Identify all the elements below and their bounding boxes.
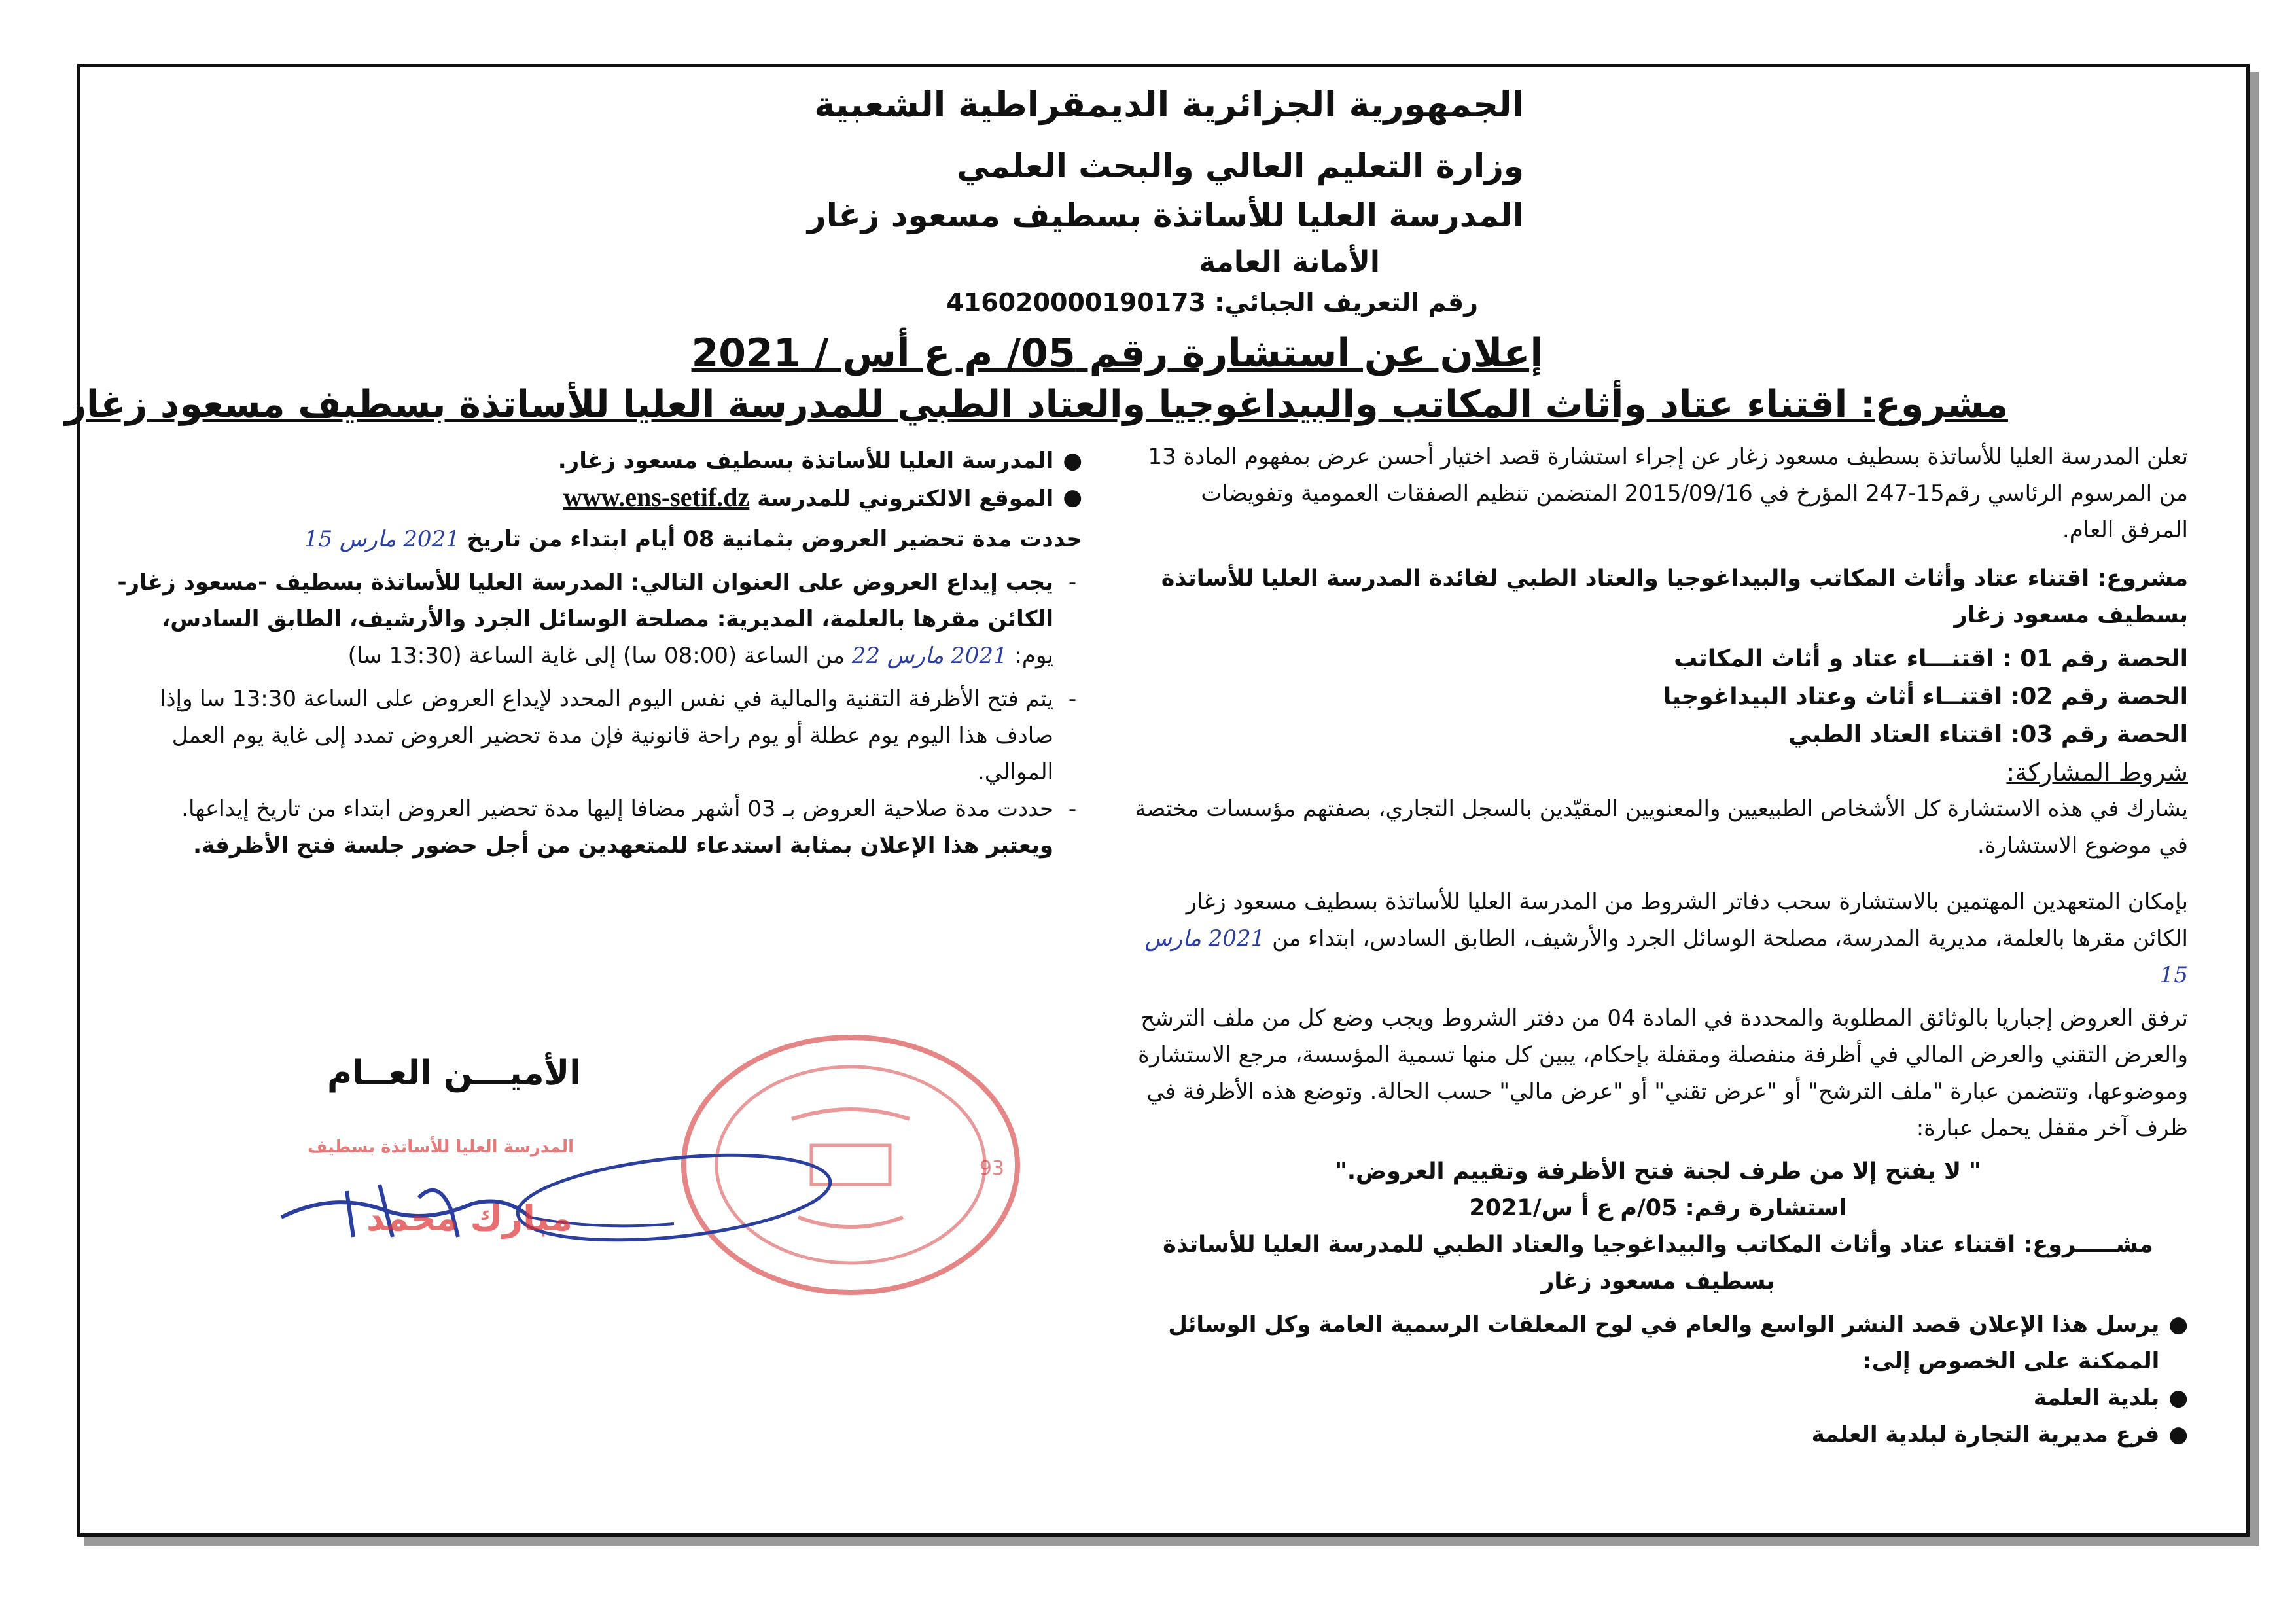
project-paragraph: مشروع: اقتناء عتاد وأثاث المكاتب والبيداغوجيا والعتاد الطبي لفائدة المدرسة العليا للأساتذة بسطيف مسعود زغار [1161,565,2188,628]
header-ministry: وزارة التعليم العالي والبحث العلمي [957,147,1524,185]
right-column [1128,438,2188,1453]
bullet-dot: ● [2168,1421,2188,1448]
website-label: الموقع الالكتروني للمدرسة [757,486,1054,512]
documents-paragraph: ترفق العروض إجباريا بالوثائق المطلوبة والمحددة في المادة 04 من دفتر الشروط ويجب وضع كل من ملف الترشح والعرض التقني والعرض المالي في أظرفة منفصلة ومقفلة بإحكام، يبين كل منها تسمية المؤسسة، مرجع الاستشارة وموضوعها، وتتضمن عبارة "ملف الترشح" أو "عرض تقني" أو "عرض مالي" حسب الحالة. وتوضع هذه الأظرفة في ظرف آخر مقفل يحمل عبارة: [1138,1005,2188,1141]
website-link[interactable]: www.ens-setif.dz [563,482,750,512]
envelope-quote: " لا يفتح إلا من طرف لجنة فتح الأظرفة وتقييم العروض." [1335,1158,1981,1185]
location-text: المدرسة العليا للأساتذة بسطيف مسعود زغار. [557,448,1054,474]
header-school: المدرسة العليا للأساتذة بسطيف مسعود زغار [807,196,1524,234]
validity-text: حددت مدة صلاحية العروض بـ 03 أشهر مضافا إليها مدة تحضير العروض ابتداء من تاريخ إيداعها. [181,796,1053,822]
publish-item [1128,1416,2188,1453]
summons-paragraph: ويعتبر هذا الإعلان بمثابة استدعاء للمتعهدين من أجل حضور جلسة فتح الأظرفة. [193,832,1053,859]
withdraw-paragraph [1128,883,2188,993]
withdraw-text: بإمكان المتعهدين المهتمين بالاستشارة سحب دفاتر الشروط من المدرسة العليا للأساتذة بسطيف مسعود زغار الكائن مقرها بالعلمة، مديرية المدرسة، مصلحة الوسائل الجرد والأرشيف، الطابق السادس، ابتداء من [1186,889,2188,952]
location-bullet [101,442,1082,479]
publish-item [1128,1380,2188,1416]
lot-2: الحصة رقم 02: اقتنــاء أثاث وعتاد البيداغوجيا [1663,683,2188,710]
duration-paragraph [101,521,1082,558]
opening-text: يتم فتح الأظرفة التقنية والمالية في نفس اليوم المحدد لإيداع العروض على الساعة 13:30 سا وإذا صادف هذا اليوم يوم عطلة أو يوم راحة قانونية فإن مدة تحضير العروض تمدد إلى غاية يوم العمل الموالي. [160,686,1053,785]
stamp-name: مبارك محمد [366,1198,573,1239]
day-date-handwritten: 2021 مارس 22 [851,643,1008,669]
frame-shadow-right [2250,72,2259,1546]
envelope-reference: استشارة رقم: 05/م ع أ س/2021 [1469,1195,1847,1221]
frame-shadow-bottom [84,1537,2256,1546]
dash-marker: - [1068,569,1077,596]
bullet-dot: ● [1063,448,1082,474]
duration-text: حددت مدة تحضير العروض بثمانية 08 أيام ابتداء من تاريخ [467,526,1082,552]
deposit-item [101,564,1082,637]
opening-item [101,681,1082,791]
day-hours: من الساعة (08:00 سا) إلى غاية الساعة (13:30 سا) [347,643,845,669]
duration-date-handwritten: 2021 مارس 15 [304,526,460,552]
lot-1: الحصة رقم 01 : اقتنـــاء عتاد و أثاث المكاتب [1674,645,2188,672]
header-tax-id: رقم التعريف الجبائي: 416020000190173 [946,288,1478,317]
deposit-text: يجب إيداع العروض على العنوان التالي: المدرسة العليا للأساتذة بسطيف -مسعود زغار- الكائن مقرها بالعلمة، المديرية: مصلحة الوسائل الجرد والأرشيف، الطابق السادس، [117,569,1053,632]
lot-3: الحصة رقم 03: اقتناء العتاد الطبي [1788,721,2188,748]
project-title: مشروع: اقتناء عتاد وأثاث المكاتب والبيداغوجيا والعتاد الطبي للمدرسة العليا للأساتذة بسطيف مسعود زغار [65,383,2008,426]
conditions-paragraph: يشارك في هذه الاستشارة كل الأشخاص الطبيعيين والمعنويين المقيّدين بالسجل التجاري، بصفتهم مؤسسات مختصة في موضوع الاستشارة. [1135,796,2188,859]
conditions-title: شروط المشاركة: [2006,758,2188,787]
publish-municipality: بلدية العلمة [2033,1385,2160,1411]
header-secretariat: الأمانة العامة [1198,245,1380,279]
dash-marker: - [1068,686,1077,712]
announcement-title: إعلان عن استشارة رقم 05/ م ع أس / 2021 [691,330,1544,376]
deposit-day [101,637,1053,674]
website-bullet [101,479,1082,517]
left-column [101,442,1082,870]
stamp-text-line: المدرسة العليا للأساتذة بسطيف [308,1137,574,1157]
bullet-dot: ● [2168,1311,2188,1338]
secretary-general-title: الأميـــن العــام [327,1054,582,1093]
header-republic: الجمهورية الجزائرية الديمقراطية الشعبية [814,84,1524,125]
day-label: يوم: [1014,643,1053,669]
intro-paragraph: تعلن المدرسة العليا للأساتذة بسطيف مسعود زغار عن إجراء استشارة قصد اختيار أحسن عرض بمفهوم المادة 13 من المرسوم الرئاسي رقم15-247 المؤرخ في 2015/09/16 المتضمن تنظيم الصفقات العمومية وتفويضات المرفق العام. [1148,444,2188,543]
validity-item [101,791,1082,827]
envelope-project: مشـــــروع: اقتناء عتاد وأثاث المكاتب والبيداغوجيا والعتاد الطبي للمدرسة العليا للأساتذة بسطيف مسعود زغار [1163,1232,2153,1294]
publish-intro: يرسل هذا الإعلان قصد النشر الواسع والعام في لوح المعلقات الرسمية العامة وكل الوسائل الممكنة على الخصوص إلى: [1168,1311,2160,1374]
bullet-dot: ● [2168,1385,2188,1411]
svg-text:93: 93 [979,1157,1004,1180]
dash-marker: - [1068,796,1077,822]
withdraw-date-handwritten: 2021 مارس 15 [1144,925,2188,988]
bullet-dot: ● [1063,484,1082,510]
publish-bullet [1128,1306,2188,1380]
publish-commerce: فرع مديرية التجارة لبلدية العلمة [1811,1421,2160,1448]
